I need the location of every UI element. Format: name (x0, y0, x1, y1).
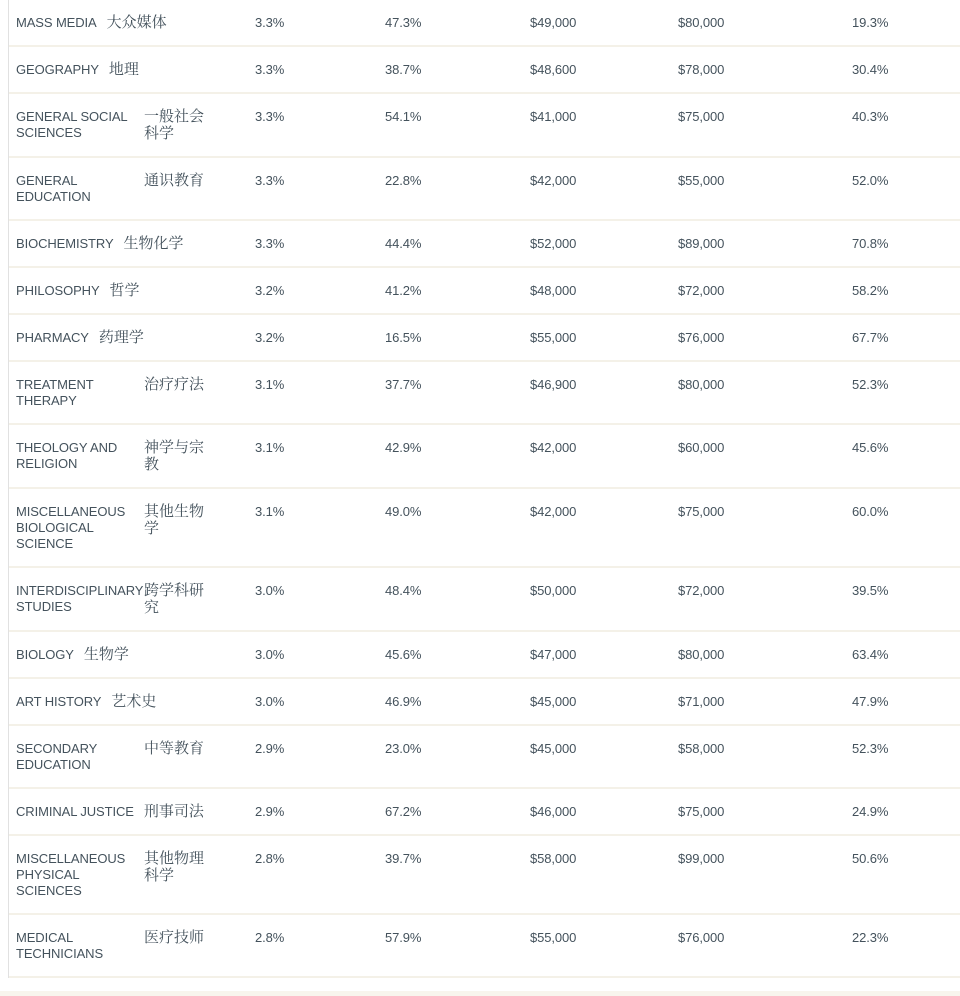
pct-c-cell: 52.0% (852, 173, 889, 188)
major-name-en: MASS MEDIA (16, 15, 97, 30)
pct-b-cell: 38.7% (385, 62, 422, 77)
major-name-cell (16, 804, 255, 820)
salary-b-cell: $99,000 (678, 851, 725, 866)
major-name-zh: 治疗疗法 (144, 376, 205, 393)
salary-a-cell: $52,000 (530, 236, 577, 251)
pct-b-cell: 47.3% (385, 15, 422, 30)
major-name-cell (16, 851, 255, 899)
major-name-zh: 中等教育 (144, 740, 205, 757)
salary-a-cell: $45,000 (530, 741, 577, 756)
table-row (9, 568, 960, 632)
salary-a-cell: $47,000 (530, 647, 577, 662)
major-name-zh: 其他物理科学 (144, 850, 205, 884)
major-name-en: GEOGRAPHY (16, 62, 99, 77)
major-name-en: CRIMINAL JUSTICE (16, 804, 134, 819)
salary-a-cell: $42,000 (530, 504, 577, 519)
major-name-en: THEOLOGY AND RELIGION (16, 440, 118, 471)
pct-c-cell: 52.3% (852, 741, 889, 756)
major-name-zh: 一般社会科学 (144, 108, 205, 142)
pct-c-cell: 58.2% (852, 283, 889, 298)
pct-a-cell: 3.3% (255, 173, 285, 188)
salary-a-cell: $48,000 (530, 283, 577, 298)
pct-a-cell: 3.0% (255, 647, 285, 662)
pct-c-cell: 45.6% (852, 440, 889, 455)
salary-b-cell: $89,000 (678, 236, 725, 251)
table-row (9, 47, 960, 94)
table-row (9, 362, 960, 425)
pct-b-cell: 49.0% (385, 504, 422, 519)
table-row (9, 915, 960, 978)
major-name-zh: 通识教育 (144, 172, 205, 189)
major-name-cell (16, 930, 255, 962)
table-row (9, 425, 960, 489)
salary-b-cell: $76,000 (678, 330, 725, 345)
salary-b-cell: $75,000 (678, 804, 725, 819)
major-name-zh: 刑事司法 (143, 803, 204, 820)
major-name-cell (16, 377, 255, 409)
pct-b-cell: 42.9% (385, 440, 422, 455)
pct-c-cell: 19.3% (852, 15, 889, 30)
majors-table (8, 0, 960, 978)
pct-c-cell: 52.3% (852, 377, 889, 392)
table-row (9, 679, 960, 726)
salary-a-cell: $49,000 (530, 15, 577, 30)
pct-b-cell: 48.4% (385, 583, 422, 598)
pct-c-cell: 30.4% (852, 62, 889, 77)
major-name-cell (16, 236, 255, 252)
major-name-cell (16, 283, 255, 299)
pct-c-cell: 60.0% (852, 504, 889, 519)
pct-b-cell: 44.4% (385, 236, 422, 251)
pct-a-cell: 3.2% (255, 283, 285, 298)
pct-c-cell: 63.4% (852, 647, 889, 662)
salary-a-cell: $42,000 (530, 173, 577, 188)
table-row (9, 268, 960, 315)
table-row (9, 0, 960, 47)
pct-c-cell: 40.3% (852, 109, 889, 124)
table-row (9, 315, 960, 362)
pct-b-cell: 37.7% (385, 377, 422, 392)
table-row (9, 632, 960, 679)
major-name-cell (16, 440, 255, 473)
pct-b-cell: 22.8% (385, 173, 422, 188)
pct-c-cell: 50.6% (852, 851, 889, 866)
pct-b-cell: 54.1% (385, 109, 422, 124)
major-name-zh: 药理学 (98, 329, 144, 346)
pct-c-cell: 22.3% (852, 930, 889, 945)
major-name-zh: 神学与宗教 (144, 439, 205, 473)
major-name-zh: 医疗技师 (144, 929, 205, 946)
major-name-cell (16, 330, 255, 346)
major-name-en: BIOLOGY (16, 647, 74, 662)
major-name-en: GENERAL EDUCATION (16, 173, 91, 204)
table-row (9, 158, 960, 221)
pct-a-cell: 3.1% (255, 440, 285, 455)
major-name-zh: 地理 (108, 61, 139, 78)
major-name-cell (16, 504, 255, 552)
major-name-cell (16, 583, 255, 616)
table-row (9, 726, 960, 789)
pct-b-cell: 67.2% (385, 804, 422, 819)
pct-c-cell: 24.9% (852, 804, 889, 819)
salary-a-cell: $42,000 (530, 440, 577, 455)
pct-c-cell: 67.7% (852, 330, 889, 345)
salary-a-cell: $46,900 (530, 377, 577, 392)
pct-a-cell: 3.3% (255, 15, 285, 30)
pct-b-cell: 46.9% (385, 694, 422, 709)
major-name-zh: 艺术史 (111, 693, 157, 710)
pct-b-cell: 23.0% (385, 741, 422, 756)
salary-b-cell: $80,000 (678, 15, 725, 30)
pct-c-cell: 47.9% (852, 694, 889, 709)
major-name-cell (16, 694, 255, 710)
salary-a-cell: $55,000 (530, 330, 577, 345)
salary-a-cell: $48,600 (530, 62, 577, 77)
salary-b-cell: $75,000 (678, 504, 725, 519)
next-row-separator-strip (0, 991, 960, 996)
salary-b-cell: $72,000 (678, 583, 725, 598)
salary-a-cell: $41,000 (530, 109, 577, 124)
major-name-en: GENERAL SOCIAL SCIENCES (16, 109, 128, 140)
major-name-zh: 大众媒体 (106, 14, 167, 31)
pct-b-cell: 39.7% (385, 851, 422, 866)
pct-b-cell: 45.6% (385, 647, 422, 662)
major-name-cell (16, 173, 255, 205)
pct-a-cell: 3.1% (255, 504, 285, 519)
pct-a-cell: 2.9% (255, 804, 285, 819)
major-name-cell (16, 741, 255, 773)
salary-b-cell: $55,000 (678, 173, 725, 188)
major-name-en: SECONDARY EDUCATION (16, 741, 97, 772)
major-name-en: MISCELLANEOUS BIOLOGICAL SCIENCE (16, 504, 126, 551)
pct-c-cell: 70.8% (852, 236, 889, 251)
salary-b-cell: $60,000 (678, 440, 725, 455)
table-row (9, 789, 960, 836)
table-row (9, 94, 960, 158)
major-name-zh: 其他生物学 (144, 503, 205, 537)
major-name-en: MISCELLANEOUS PHYSICAL SCIENCES (16, 851, 126, 898)
salary-a-cell: $45,000 (530, 694, 577, 709)
major-name-cell (16, 15, 255, 31)
pct-b-cell: 16.5% (385, 330, 422, 345)
pct-a-cell: 3.0% (255, 583, 285, 598)
major-name-cell (16, 62, 255, 78)
pct-c-cell: 39.5% (852, 583, 889, 598)
salary-b-cell: $80,000 (678, 377, 725, 392)
major-name-en: INTERDISCIPLINARY STUDIES (16, 583, 144, 614)
pct-a-cell: 3.3% (255, 236, 285, 251)
pct-a-cell: 3.1% (255, 377, 285, 392)
pct-a-cell: 3.0% (255, 694, 285, 709)
major-name-en: ART HISTORY (16, 694, 102, 709)
major-name-zh: 跨学科研究 (144, 582, 205, 616)
salary-a-cell: $46,000 (530, 804, 577, 819)
table-row (9, 489, 960, 568)
pct-b-cell: 57.9% (385, 930, 422, 945)
major-name-cell (16, 109, 255, 142)
major-name-cell (16, 647, 255, 663)
pct-a-cell: 2.8% (255, 851, 285, 866)
major-name-en: PHILOSOPHY (16, 283, 100, 298)
major-name-en: PHARMACY (16, 330, 89, 345)
salary-b-cell: $78,000 (678, 62, 725, 77)
salary-a-cell: $55,000 (530, 930, 577, 945)
pct-a-cell: 3.3% (255, 62, 285, 77)
pct-a-cell: 2.8% (255, 930, 285, 945)
pct-b-cell: 41.2% (385, 283, 422, 298)
pct-a-cell: 2.9% (255, 741, 285, 756)
major-name-zh: 生物化学 (123, 235, 184, 252)
major-name-zh: 生物学 (83, 646, 129, 663)
salary-b-cell: $71,000 (678, 694, 725, 709)
pct-a-cell: 3.3% (255, 109, 285, 124)
salary-b-cell: $80,000 (678, 647, 725, 662)
salary-b-cell: $76,000 (678, 930, 725, 945)
table-row (9, 221, 960, 268)
major-name-zh: 哲学 (109, 282, 140, 299)
pct-a-cell: 3.2% (255, 330, 285, 345)
major-name-en: TREATMENT THERAPY (16, 377, 94, 408)
table-row (9, 836, 960, 915)
salary-a-cell: $50,000 (530, 583, 577, 598)
major-name-en: BIOCHEMISTRY (16, 236, 114, 251)
major-name-en: MEDICAL TECHNICIANS (16, 930, 104, 961)
salary-b-cell: $58,000 (678, 741, 725, 756)
salary-b-cell: $72,000 (678, 283, 725, 298)
salary-b-cell: $75,000 (678, 109, 725, 124)
salary-a-cell: $58,000 (530, 851, 577, 866)
